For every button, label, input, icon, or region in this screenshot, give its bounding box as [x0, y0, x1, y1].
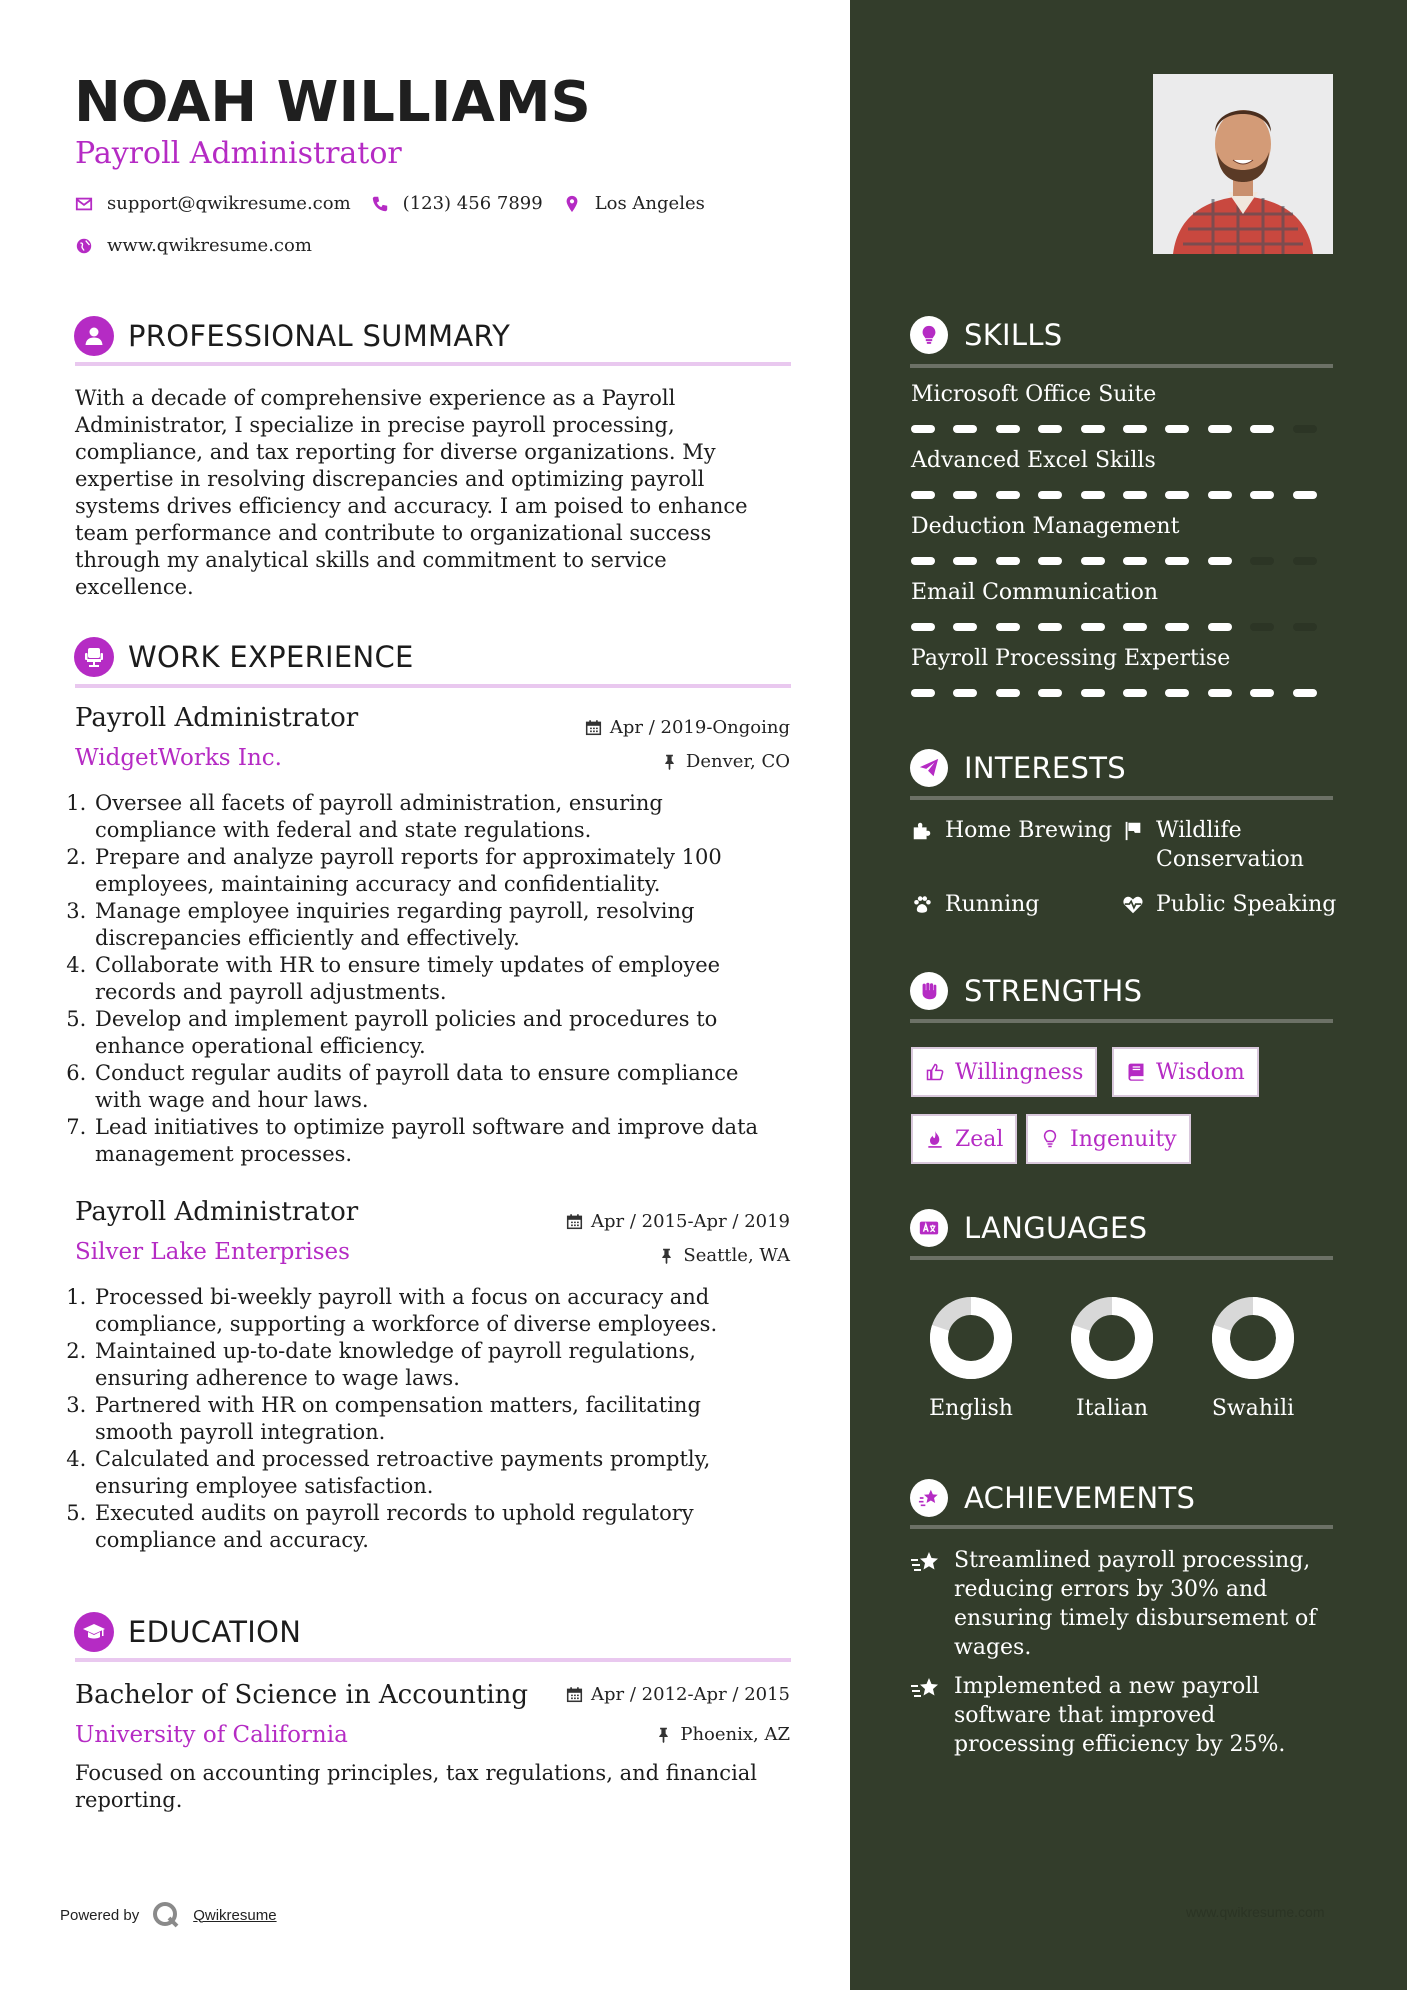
- skill-name: Advanced Excel Skills: [911, 448, 1156, 473]
- skill-level-segment: [1038, 689, 1062, 697]
- achievement-line: reducing errors by 30% and: [954, 1577, 1268, 1602]
- responsibility-item: [93, 790, 833, 844]
- summary-line: excellence.: [75, 575, 194, 599]
- education-location-text: Phoenix, AZ: [680, 1724, 790, 1745]
- qwikresume-logo-icon: [151, 1900, 181, 1930]
- company-name: Silver Lake Enterprises: [75, 1239, 350, 1265]
- achievement-item: [910, 1546, 1316, 1662]
- experience-header: [74, 637, 414, 677]
- skill-level-segment: [1293, 425, 1317, 433]
- responsibility-line: 5. Develop and implement payroll policies and procedures to: [95, 1007, 718, 1031]
- chair-icon: [74, 637, 114, 677]
- summary-line: expertise in resolving discrepancies and optimizing payroll: [75, 467, 705, 491]
- skill-level-segment: [1208, 491, 1232, 499]
- user-icon: [74, 316, 114, 356]
- achievements-header: [910, 1479, 1195, 1517]
- languages-divider: [910, 1256, 1333, 1260]
- translate-icon: [910, 1209, 948, 1247]
- flag-icon: [1122, 820, 1144, 842]
- strengths-header: [910, 972, 1142, 1010]
- interests-divider: [910, 796, 1333, 800]
- skill-level-segment: [1123, 557, 1147, 565]
- responsibility-line: compliance with federal and state regulations.: [95, 818, 592, 842]
- skills-header: [910, 316, 1063, 354]
- skill-level-segment: [1038, 623, 1062, 631]
- skill-level-bar: [911, 557, 1335, 566]
- interest-item: [1122, 890, 1336, 919]
- summary-line: Administrator, I specialize in precise payroll processing,: [75, 413, 675, 437]
- responsibility-line: 1. Processed bi-weekly payroll with a focus on accuracy and: [95, 1285, 710, 1309]
- experience-title: WORK EXPERIENCE: [128, 640, 414, 674]
- education-line: reporting.: [75, 1788, 183, 1812]
- education-header: [74, 1612, 301, 1652]
- responsibility-item: [93, 952, 833, 1006]
- skill-level-segment: [1038, 557, 1062, 565]
- job-location-text: Seattle, WA: [683, 1245, 790, 1266]
- brand-link[interactable]: Qwikresume: [193, 1906, 277, 1924]
- location-text: Los Angeles: [594, 193, 705, 214]
- skill-level-segment: [1250, 425, 1274, 433]
- language-name: Italian: [1075, 1396, 1148, 1421]
- skill-level-bar: [911, 425, 1335, 434]
- skills-divider: [910, 364, 1333, 368]
- responsibility-item: [93, 1006, 833, 1060]
- interest-label: Home Brewing: [945, 818, 1113, 843]
- lightbulb-icon: [1040, 1129, 1060, 1149]
- calendar-icon: [566, 1213, 583, 1230]
- pushpin-icon: [655, 1726, 672, 1743]
- strengths-title: STRENGTHS: [964, 974, 1143, 1008]
- skill-level-segment: [953, 623, 977, 631]
- summary-line: With a decade of comprehensive experience as a Payroll: [75, 386, 676, 410]
- skill-level-segment: [1293, 623, 1317, 631]
- achievement-item: [910, 1672, 1285, 1759]
- skill-level-segment: [1293, 491, 1317, 499]
- responsibility-item: [93, 1060, 833, 1114]
- education-dates-text: Apr / 2012-Apr / 2015: [591, 1684, 790, 1705]
- responsibility-line: enhance operational efficiency.: [95, 1034, 426, 1058]
- skill-level-segment: [953, 491, 977, 499]
- responsibility-line: 2. Maintained up-to-date knowledge of payroll regulations,: [95, 1339, 696, 1363]
- responsibility-line: 1. Oversee all facets of payroll administration, ensuring: [95, 791, 663, 815]
- skill-level-segment: [911, 623, 935, 631]
- skill-name: Email Communication: [911, 580, 1159, 605]
- website-link[interactable]: www.qwikresume.com: [107, 235, 312, 256]
- responsibility-item: [93, 1446, 833, 1500]
- summary-line: through my analytical skills and commitment to service: [75, 548, 667, 572]
- skill-level-segment: [1165, 689, 1189, 697]
- skill-level-segment: [1293, 557, 1317, 565]
- summary-divider: [75, 362, 791, 366]
- skill-level-segment: [911, 491, 935, 499]
- responsibility-line: ensuring adherence to wage laws.: [95, 1366, 460, 1390]
- language-ring: [928, 1295, 1014, 1381]
- interest-item: [911, 890, 1039, 919]
- skill-level-segment: [996, 557, 1020, 565]
- responsibility-line: discrepancies efficiently and effectively.: [95, 926, 520, 950]
- achievements-divider: [910, 1525, 1333, 1529]
- responsibility-line: with wage and hour laws.: [95, 1088, 369, 1112]
- summary-title: PROFESSIONAL SUMMARY: [128, 319, 511, 353]
- responsibility-item: [93, 898, 833, 952]
- skill-level-segment: [996, 623, 1020, 631]
- job-dates: [566, 1211, 790, 1232]
- strengths-divider: [910, 1019, 1333, 1023]
- achievement-line: processing efficiency by 25%.: [954, 1732, 1286, 1757]
- responsibility-item: [93, 1392, 833, 1446]
- job-dates-text: Apr / 2019-Ongoing: [609, 717, 790, 738]
- skill-level-segment: [1165, 425, 1189, 433]
- skill-level-segment: [1208, 425, 1232, 433]
- thumbs-up-icon: [925, 1062, 945, 1082]
- skill-level-segment: [996, 491, 1020, 499]
- skill-level-segment: [1123, 623, 1147, 631]
- summary-line: compliance, and tax reporting for diverse organizations. My: [75, 440, 716, 464]
- skill-level-segment: [1293, 689, 1317, 697]
- skill-level-segment: [1250, 557, 1274, 565]
- pushpin-icon: [661, 753, 678, 770]
- calendar-icon: [585, 719, 602, 736]
- skill-level-segment: [1250, 689, 1274, 697]
- achievement-line: ensuring timely disbursement of: [954, 1606, 1317, 1631]
- responsibility-line: 7. Lead initiatives to optimize payroll software and improve data: [95, 1115, 759, 1139]
- achievements-title: ACHIEVEMENTS: [964, 1481, 1196, 1515]
- skill-level-segment: [1208, 623, 1232, 631]
- responsibility-line: compliance, supporting a workforce of diverse employees.: [95, 1312, 718, 1336]
- education-description: [75, 1760, 815, 1814]
- job-dates-text: Apr / 2015-Apr / 2019: [591, 1211, 790, 1232]
- education-title: EDUCATION: [128, 1615, 302, 1649]
- skill-level-segment: [1081, 689, 1105, 697]
- summary-line: team performance and contribute to organizational success: [75, 521, 712, 545]
- shooting-star-icon: [910, 1479, 948, 1517]
- strength-label: Zeal: [955, 1126, 1004, 1152]
- paper-plane-icon: [910, 749, 948, 787]
- responsibility-line: 3. Manage employee inquiries regarding payroll, resolving: [95, 899, 695, 923]
- school-name: University of California: [75, 1722, 348, 1748]
- skill-level-segment: [953, 425, 977, 433]
- email-link[interactable]: support@qwikresume.com: [107, 193, 351, 214]
- fire-icon: [925, 1129, 945, 1149]
- language-ring: [1069, 1295, 1155, 1381]
- map-pin-icon: [563, 195, 581, 213]
- achievement-line: Implemented a new payroll: [954, 1674, 1260, 1699]
- globe-icon: [75, 237, 93, 255]
- education-location: [655, 1724, 790, 1745]
- skill-level-segment: [1123, 491, 1147, 499]
- achievement-text: [954, 1546, 1316, 1662]
- skill-name: Microsoft Office Suite: [911, 382, 1157, 407]
- skill-level-segment: [1081, 557, 1105, 565]
- summary-header: [74, 316, 510, 356]
- book-icon: [1126, 1062, 1146, 1082]
- languages-header: [910, 1209, 1147, 1247]
- job-responsibilities: [75, 790, 833, 1168]
- education-line: Focused on accounting principles, tax regulations, and financial: [75, 1761, 758, 1785]
- envelope-icon: [75, 195, 93, 213]
- responsibility-line: ensuring employee satisfaction.: [95, 1474, 434, 1498]
- candidate-role: Payroll Administrator: [75, 136, 402, 171]
- contact-row: [75, 193, 705, 214]
- skill-level-segment: [1081, 425, 1105, 433]
- skill-level-segment: [1123, 425, 1147, 433]
- skill-level-segment: [911, 689, 935, 697]
- interests-title: INTERESTS: [964, 751, 1126, 785]
- responsibility-line: 6. Conduct regular audits of payroll data to ensure compliance: [95, 1061, 739, 1085]
- skills-title: SKILLS: [964, 318, 1063, 352]
- achievement-line: Streamlined payroll processing,: [954, 1548, 1311, 1573]
- skill-name: Payroll Processing Expertise: [911, 646, 1231, 671]
- achievement-line: software that improved: [954, 1703, 1216, 1728]
- responsibility-line: 2. Prepare and analyze payroll reports for approximately 100: [95, 845, 722, 869]
- skill-level-bar: [911, 491, 1335, 500]
- responsibility-line: employees, maintaining accuracy and confidentiality.: [95, 872, 661, 896]
- skill-level-segment: [1038, 491, 1062, 499]
- skill-level-segment: [1081, 623, 1105, 631]
- responsibility-item: [93, 1114, 833, 1168]
- phone-number: (123) 456 7899: [402, 193, 543, 214]
- calendar-icon: [566, 1686, 583, 1703]
- skill-level-segment: [1208, 557, 1232, 565]
- job-location-text: Denver, CO: [685, 751, 790, 772]
- education-dates: [566, 1684, 790, 1705]
- responsibility-line: 3. Partnered with HR on compensation matters, facilitating: [95, 1393, 701, 1417]
- strength-label: Wisdom: [1156, 1059, 1245, 1085]
- puzzle-icon: [911, 820, 933, 842]
- pushpin-icon: [658, 1247, 675, 1264]
- heartbeat-icon: [1122, 894, 1144, 916]
- interests-header: [910, 749, 1126, 787]
- strength-tag: [911, 1114, 1017, 1164]
- interest-label: Public Speaking: [1156, 892, 1337, 917]
- profile-photo: [1153, 74, 1333, 254]
- skill-level-segment: [1123, 689, 1147, 697]
- skill-level-bar: [911, 623, 1335, 632]
- skill-level-segment: [996, 425, 1020, 433]
- responsibility-line: compliance and accuracy.: [95, 1528, 369, 1552]
- language-ring: [1210, 1295, 1296, 1381]
- skill-level-segment: [1165, 557, 1189, 565]
- skill-level-segment: [1038, 425, 1062, 433]
- job-title: Payroll Administrator: [75, 1197, 359, 1227]
- skill-level-bar: [911, 689, 1335, 698]
- skill-level-segment: [911, 557, 935, 565]
- skill-level-segment: [1165, 491, 1189, 499]
- responsibility-line: 5. Executed audits on payroll records to uphold regulatory: [95, 1501, 694, 1525]
- education-divider: [75, 1658, 791, 1662]
- skill-level-segment: [1250, 623, 1274, 631]
- footer-powered-by: [60, 1900, 277, 1930]
- summary-line: systems drives efficiency and accuracy. I am poised to enhance: [75, 494, 748, 518]
- interest-item: [1122, 816, 1304, 874]
- skill-level-segment: [1081, 491, 1105, 499]
- interest-label: Conservation: [1156, 847, 1304, 872]
- website-row: [75, 235, 312, 256]
- graduation-cap-icon: [74, 1612, 114, 1652]
- languages-title: LANGUAGES: [964, 1211, 1148, 1245]
- achievement-line: wages.: [954, 1635, 1032, 1660]
- strength-label: Ingenuity: [1070, 1126, 1177, 1152]
- experience-divider: [75, 684, 791, 688]
- responsibility-item: [93, 844, 833, 898]
- job-location: [661, 751, 790, 772]
- strength-tag: [911, 1047, 1097, 1097]
- footer-url[interactable]: www.qwikresume.com: [1186, 1904, 1325, 1920]
- responsibility-line: smooth payroll integration.: [95, 1420, 386, 1444]
- responsibility-item: [93, 1284, 833, 1338]
- skill-name: Deduction Management: [911, 514, 1180, 539]
- skill-level-segment: [953, 689, 977, 697]
- responsibility-line: records and payroll adjustments.: [95, 980, 447, 1004]
- responsibility-item: [93, 1500, 833, 1554]
- skill-level-segment: [953, 557, 977, 565]
- paw-icon: [911, 894, 933, 916]
- strength-label: Willingness: [955, 1059, 1084, 1085]
- interest-label: Running: [945, 892, 1040, 917]
- interest-item: [911, 816, 1112, 845]
- shooting-star-icon: [910, 1550, 940, 1576]
- achievement-text: [954, 1672, 1285, 1759]
- summary-text: [75, 385, 795, 601]
- powered-by-text: Powered by: [60, 1906, 140, 1924]
- phone-icon: [371, 195, 389, 213]
- job-title: Payroll Administrator: [75, 703, 359, 733]
- strength-tag: [1112, 1047, 1259, 1097]
- degree-title: Bachelor of Science in Accounting: [75, 1680, 529, 1710]
- job-dates: [585, 717, 790, 738]
- shooting-star-icon: [910, 1676, 940, 1702]
- candidate-name: NOAH WILLIAMS: [74, 70, 591, 135]
- skill-level-segment: [1208, 689, 1232, 697]
- responsibility-line: 4. Collaborate with HR to ensure timely updates of employee: [95, 953, 721, 977]
- interest-label: Wildlife: [1156, 818, 1242, 843]
- responsibility-item: [93, 1338, 833, 1392]
- strength-tag: [1026, 1114, 1191, 1164]
- job-responsibilities: [75, 1284, 833, 1554]
- language-name: Swahili: [1211, 1396, 1295, 1421]
- lightbulb-icon: [910, 316, 948, 354]
- skill-level-segment: [1165, 623, 1189, 631]
- language-name: English: [929, 1396, 1013, 1421]
- fist-icon: [910, 972, 948, 1010]
- responsibility-line: 4. Calculated and processed retroactive payments promptly,: [95, 1447, 711, 1471]
- responsibility-line: management processes.: [95, 1142, 353, 1166]
- job-location: [658, 1245, 790, 1266]
- company-name: WidgetWorks Inc.: [75, 745, 282, 771]
- skill-level-segment: [996, 689, 1020, 697]
- skill-level-segment: [911, 425, 935, 433]
- skill-level-segment: [1250, 491, 1274, 499]
